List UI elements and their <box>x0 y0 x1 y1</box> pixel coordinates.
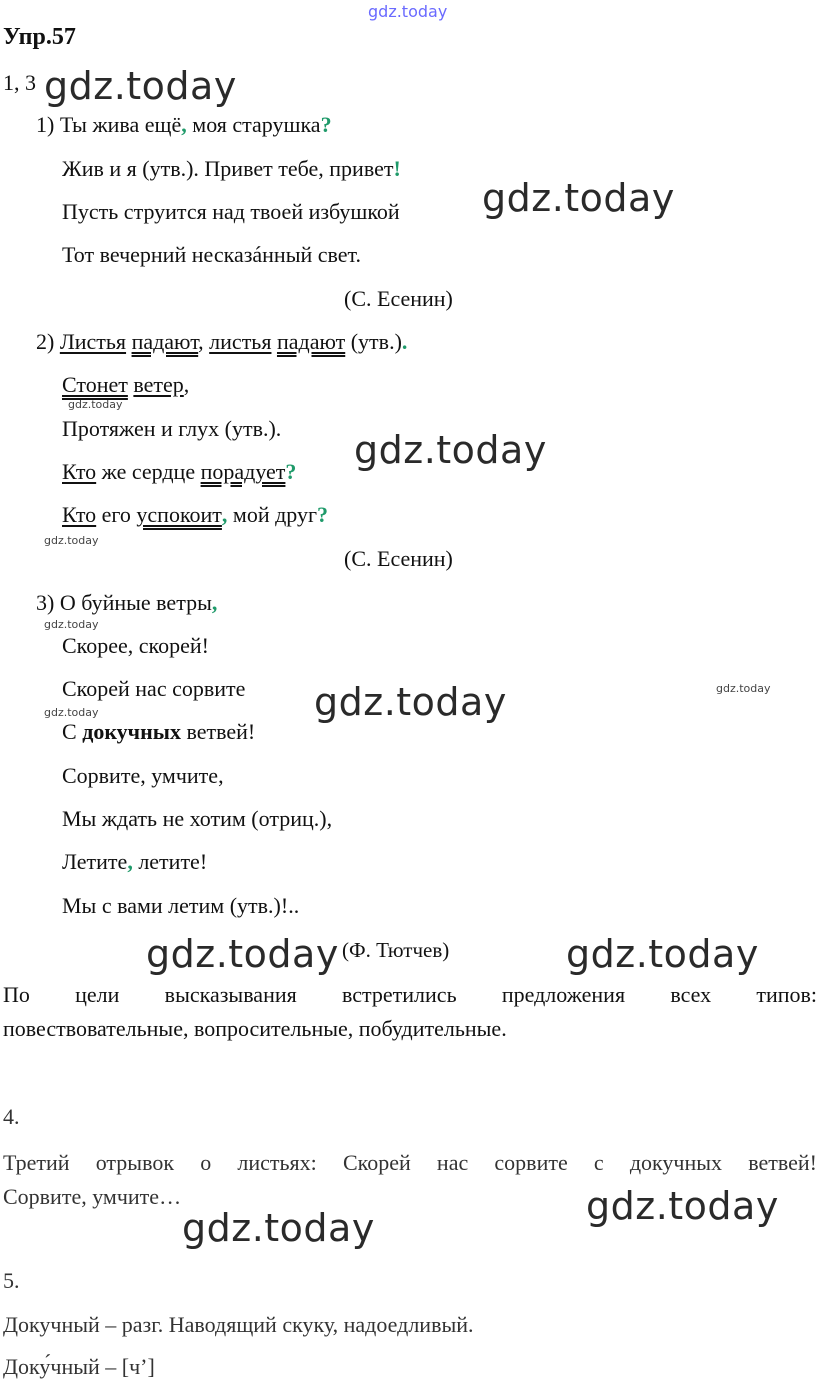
poem-line: 1) Ты жива ещё, моя старушка? <box>36 112 332 137</box>
watermark: gdz.today <box>314 680 507 724</box>
section-label: 5. <box>3 1268 20 1293</box>
accent-punct: ? <box>285 459 297 484</box>
poem-number: 2) <box>36 329 55 354</box>
poem-line: Мы с вами летим (утв.)!.. <box>62 893 300 918</box>
predicate-word: порадует <box>200 459 286 484</box>
watermark-small: gdz.today <box>716 682 771 695</box>
predicate-word: падают <box>131 329 199 354</box>
watermark: gdz.today <box>354 428 547 472</box>
poem-line: Кто же сердце порадует? <box>62 459 297 484</box>
watermark: gdz.today <box>586 1184 779 1228</box>
section-label: 1, 3 <box>3 70 36 95</box>
subject-word: листья <box>209 329 272 354</box>
accent-punct: , <box>221 502 228 527</box>
watermark: gdz.today <box>182 1206 375 1250</box>
section-text: Доку́чный – [ч’] <box>3 1354 155 1379</box>
accent-punct: ! <box>393 156 401 181</box>
section-text: Сорвите, умчите… <box>3 1184 182 1209</box>
accent-punct: ? <box>317 502 329 527</box>
poem-line: Кто его успокоит, мой друг? <box>62 502 329 527</box>
accent-punct: ? <box>320 112 332 137</box>
conclusion-line: По цели высказывания встретились предложения всех типов: <box>3 982 817 1007</box>
conclusion-line: повествовательные, вопросительные, побудительные. <box>3 1016 507 1041</box>
watermark: gdz.today <box>482 176 675 220</box>
subject-word: Листья <box>59 329 127 354</box>
predicate-word: падают <box>276 329 346 354</box>
poem-line: Тот вечерний несказáнный свет. <box>62 242 362 267</box>
poem-line: Стонет ветер, <box>62 372 190 397</box>
watermark: gdz.today <box>44 64 237 108</box>
poem-line: 2) Листья падают, листья падают (утв.). <box>36 329 408 354</box>
watermark-top: gdz.today <box>368 2 448 21</box>
accent-punct: . <box>401 329 408 354</box>
poem-author: (Ф. Тютчев) <box>342 938 450 962</box>
watermark: gdz.today <box>566 932 759 976</box>
poem-line: Летите, летите! <box>62 849 208 874</box>
accent-punct: , <box>181 112 187 137</box>
poem-number: 3) <box>36 590 55 615</box>
poem-number: 1) <box>36 112 55 137</box>
poem-line: 3) О буйные ветры, <box>36 590 218 615</box>
subject-word: Кто <box>62 459 97 484</box>
watermark-small: gdz.today <box>68 398 123 411</box>
poem-line: Пусть струится над твоей избушкой <box>62 199 400 224</box>
poem-line: Скорее, скорей! <box>62 633 209 658</box>
accent-punct: , <box>127 849 133 874</box>
watermark: gdz.today <box>146 932 339 976</box>
page-title: Упр.57 <box>3 24 76 50</box>
poem-line: Сорвите, умчите, <box>62 763 224 788</box>
poem-author: (С. Есенин) <box>344 286 453 311</box>
subject-word: Кто <box>62 502 97 527</box>
poem-author: (С. Есенин) <box>344 546 453 571</box>
section-label: 4. <box>3 1104 20 1129</box>
poem-line: Мы ждать не хотим (отриц.), <box>62 806 333 831</box>
poem-line: Протяжен и глух (утв.). <box>62 416 282 441</box>
predicate-word: Стонет <box>62 372 128 397</box>
watermark-small: gdz.today <box>44 618 99 631</box>
poem-line: С докучных ветвей! <box>62 719 256 744</box>
accent-punct: , <box>211 590 218 615</box>
section-text: Докучный – разг. Наводящий скуку, надоедливый. <box>3 1312 474 1337</box>
subject-word: ветер <box>133 372 184 397</box>
poem-line: Жив и я (утв.). Привет тебе, привет! <box>62 156 401 181</box>
watermark-small: gdz.today <box>44 534 99 547</box>
watermark-small: gdz.today <box>44 706 99 719</box>
poem-line: Скорей нас сорвите <box>62 676 246 701</box>
section-text: Третий отрывок о листьях: Скорей нас сорвите с докучных ветвей! <box>3 1150 817 1175</box>
bold-word: докучных <box>82 719 181 744</box>
predicate-word: успокоит <box>136 502 222 527</box>
